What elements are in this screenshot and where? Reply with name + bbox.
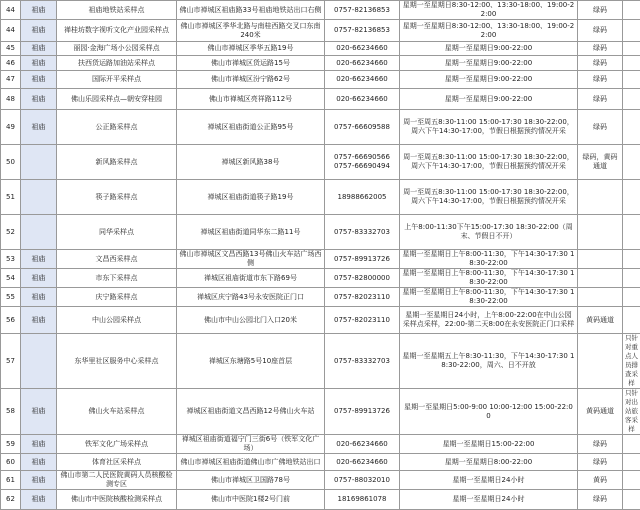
site-address: 禅城区祖庙街道福宁门三街6号（铁军文化广场） xyxy=(177,435,325,454)
health-code xyxy=(578,269,623,288)
table-row xyxy=(1,110,640,145)
site-hours: 星期一至星期五上午8:30-11:30，下午14:30-17:30 18:30-22:00，周六、日不开放 xyxy=(400,334,578,389)
row-number: 59 xyxy=(1,435,21,454)
health-code: 绿码 xyxy=(578,89,623,110)
site-phone: 020-66234660 xyxy=(325,42,400,56)
site-hours: 星期一至星期日上午8:00-11:30，下午14:30-17:30 18:30-22:00 xyxy=(400,269,578,288)
site-phone: 0757-88032010 xyxy=(325,471,400,490)
site-phone: 0757-82023110 xyxy=(325,288,400,307)
target-group xyxy=(623,288,640,307)
row-number: 60 xyxy=(1,454,21,471)
site-hours: 周一至周五8:30-11:00 15:00-17:30 18:30-22:00，周六下午14:30-17:00，节假日根据预约情况开采 xyxy=(400,110,578,145)
site-phone: 18988662005 xyxy=(325,180,400,215)
row-number: 45 xyxy=(1,42,21,56)
target-group xyxy=(623,145,640,180)
target-group xyxy=(623,435,640,454)
area-cell: 祖庙 xyxy=(21,307,57,334)
area-cell: 祖庙 xyxy=(21,56,57,71)
table-row xyxy=(1,389,640,435)
row-number: 52 xyxy=(1,215,21,250)
area-cell: 祖庙 xyxy=(21,389,57,435)
area-cell xyxy=(21,334,57,389)
site-hours: 星期一至星期日9:00-22:00 xyxy=(400,71,578,89)
row-number: 61 xyxy=(1,471,21,490)
row-number: 47 xyxy=(1,71,21,89)
table-row xyxy=(1,215,640,250)
table-row xyxy=(1,56,640,71)
site-address: 禅城区祖庙街道公正路95号 xyxy=(177,110,325,145)
target-group xyxy=(623,42,640,56)
site-address: 佛山市中医院1楼2号门前 xyxy=(177,490,325,510)
site-phone: 0757-89913726 xyxy=(325,389,400,435)
site-name: 筷子路采样点 xyxy=(57,180,177,215)
area-cell: 祖庙 xyxy=(21,20,57,42)
site-hours: 星期一至星期日9:00-22:00 xyxy=(400,42,578,56)
target-group xyxy=(623,20,640,42)
table-row xyxy=(1,490,640,510)
health-code: 绿码 xyxy=(578,110,623,145)
row-number: 51 xyxy=(1,180,21,215)
site-hours: 星期一至星期日24小时，上午8:00-22:00在中山公园采样点采样，22:00-第二天8:00在永安医院正门口采样 xyxy=(400,307,578,334)
target-group xyxy=(623,110,640,145)
area-cell: 祖庙 xyxy=(21,89,57,110)
site-name: 东华里社区服务中心采样点 xyxy=(57,334,177,389)
table-row xyxy=(1,288,640,307)
area-cell xyxy=(21,180,57,215)
site-address: 禅城区祖庙街道市东下路69号 xyxy=(177,269,325,288)
site-phone: 020-66234660 xyxy=(325,71,400,89)
health-code xyxy=(578,215,623,250)
area-cell: 祖庙 xyxy=(21,471,57,490)
site-name: 庆宁路采样点 xyxy=(57,288,177,307)
target-group xyxy=(623,215,640,250)
health-code: 绿码 xyxy=(578,435,623,454)
site-address: 佛山市禅城区货运路15号 xyxy=(177,56,325,71)
site-address: 禅城区祖庙街道文昌西路12号佛山火车站 xyxy=(177,389,325,435)
site-name: 公正路采样点 xyxy=(57,110,177,145)
site-name: 扶西货运路加油站采样点 xyxy=(57,56,177,71)
site-hours: 星期一至星期日15:00-22:00 xyxy=(400,435,578,454)
site-hours: 星期一至星期日5:00-9:00 10:00-12:00 15:00-22:00 xyxy=(400,389,578,435)
site-name: 市东下采样点 xyxy=(57,269,177,288)
target-group: 只针对出站旅客采样 xyxy=(623,389,640,435)
health-code xyxy=(578,180,623,215)
site-address: 佛山市禅城区祖庙街道佛山市广佛地铁站出口 xyxy=(177,454,325,471)
health-code: 绿码 xyxy=(578,56,623,71)
site-name: 佛山乐园采样点—朝安穿桂园 xyxy=(57,89,177,110)
row-number: 44 xyxy=(1,20,21,42)
site-name: 丽园·金海广场小公园采样点 xyxy=(57,42,177,56)
area-cell: 祖庙 xyxy=(21,269,57,288)
table-row xyxy=(1,42,640,56)
site-phone: 0757-66609588 xyxy=(325,110,400,145)
site-hours: 星期一至星期日8:30-12:00、13:30-18:00、19:00-22:00 xyxy=(400,1,578,20)
table-row xyxy=(1,145,640,180)
table-row xyxy=(1,435,640,454)
site-name: 禅桂坊数字视听文化产业园采样点 xyxy=(57,20,177,42)
site-hours: 星期一至星期日9:00-22:00 xyxy=(400,89,578,110)
site-hours: 周一至周五8:30-11:00 15:00-17:30 18:30-22:00，周六下午14:30-17:00，节假日根据预约情况开采 xyxy=(400,145,578,180)
site-name: 佛山火车站采样点 xyxy=(57,389,177,435)
row-number: 44 xyxy=(1,1,21,20)
site-phone: 0757-89913726 xyxy=(325,250,400,269)
site-address: 禅城区祖庙街道筷子路19号 xyxy=(177,180,325,215)
area-cell xyxy=(21,215,57,250)
site-phone: 020-66234660 xyxy=(325,89,400,110)
site-name: 同华采样点 xyxy=(57,215,177,250)
site-phone: 0757-82136853 xyxy=(325,20,400,42)
site-address: 佛山市禅城区文昌西路13号佛山火车站广场西侧 xyxy=(177,250,325,269)
row-number: 57 xyxy=(1,334,21,389)
table-row xyxy=(1,180,640,215)
site-name: 祖庙地铁站采样点 xyxy=(57,1,177,20)
row-number: 56 xyxy=(1,307,21,334)
target-group xyxy=(623,71,640,89)
site-address: 佛山市禅城区祖庙路33号祖庙地铁站出口右侧 xyxy=(177,1,325,20)
row-number: 48 xyxy=(1,89,21,110)
table-row xyxy=(1,307,640,334)
site-phone: 18169861078 xyxy=(325,490,400,510)
site-hours: 上午8:00-11:30下午15:00-17:30 18:30-22:00（周末、节假日不开） xyxy=(400,215,578,250)
health-code xyxy=(578,334,623,389)
site-hours: 星期一至星期日24小时 xyxy=(400,471,578,490)
site-phone: 0757-66690566 0757-66690494 xyxy=(325,145,400,180)
site-phone: 020-66234660 xyxy=(325,435,400,454)
site-address: 禅城区新风路38号 xyxy=(177,145,325,180)
site-hours: 周一至周五8:30-11:00 15:00-17:30 18:30-22:00，周六下午14:30-17:00，节假日根据预约情况开采 xyxy=(400,180,578,215)
row-number: 55 xyxy=(1,288,21,307)
target-group: 只针对重点人员排查采样 xyxy=(623,334,640,389)
site-name: 新风路采样点 xyxy=(57,145,177,180)
site-name: 中山公园采样点 xyxy=(57,307,177,334)
health-code: 绿码，黄码通道 xyxy=(578,145,623,180)
target-group xyxy=(623,471,640,490)
site-name: 铁军文化广场采样点 xyxy=(57,435,177,454)
row-number: 62 xyxy=(1,490,21,510)
site-phone: 0757-83332703 xyxy=(325,334,400,389)
site-address: 佛山市禅城区汾宁路62号 xyxy=(177,71,325,89)
row-number: 50 xyxy=(1,145,21,180)
health-code: 绿码 xyxy=(578,20,623,42)
health-code xyxy=(578,288,623,307)
site-hours: 星期一至星期日9:00-22:00 xyxy=(400,56,578,71)
target-group xyxy=(623,454,640,471)
row-number: 53 xyxy=(1,250,21,269)
site-address: 佛山市中山公园北门入口20米 xyxy=(177,307,325,334)
target-group xyxy=(623,490,640,510)
health-code: 绿码 xyxy=(578,71,623,89)
site-hours: 星期一至星期日上午8:00-11:30，下午14:30-17:30 18:30-22:00 xyxy=(400,250,578,269)
health-code: 绿码 xyxy=(578,454,623,471)
site-address: 佛山市禅城区卫国路78号 xyxy=(177,471,325,490)
health-code: 黄码 xyxy=(578,471,623,490)
site-name: 国际开平采样点 xyxy=(57,71,177,89)
target-group xyxy=(623,180,640,215)
area-cell: 祖庙 xyxy=(21,454,57,471)
target-group xyxy=(623,1,640,20)
table-row xyxy=(1,269,640,288)
table-row xyxy=(1,20,640,42)
site-hours: 星期一至星期日上午8:00-11:30，下午14:30-17:30 18:30-22:00 xyxy=(400,288,578,307)
site-name: 文昌西采样点 xyxy=(57,250,177,269)
site-hours: 星期一至星期日8:30-12:00、13:30-18:00、19:00-22:00 xyxy=(400,20,578,42)
target-group xyxy=(623,269,640,288)
table-row xyxy=(1,250,640,269)
table-row xyxy=(1,89,640,110)
site-phone: 0757-82800000 xyxy=(325,269,400,288)
health-code xyxy=(578,250,623,269)
site-address: 禅城区东塘路5号10座首层 xyxy=(177,334,325,389)
site-phone: 0757-82023110 xyxy=(325,307,400,334)
area-cell: 祖庙 xyxy=(21,490,57,510)
area-cell: 祖庙 xyxy=(21,288,57,307)
health-code: 绿码 xyxy=(578,42,623,56)
area-cell xyxy=(21,145,57,180)
site-address: 佛山市禅城区季华北路与南桂西路交叉口东南240米 xyxy=(177,20,325,42)
site-phone: 020-66234660 xyxy=(325,56,400,71)
site-hours: 星期一至星期日8:00-22:00 xyxy=(400,454,578,471)
health-code: 绿码 xyxy=(578,490,623,510)
target-group xyxy=(623,89,640,110)
area-cell: 祖庙 xyxy=(21,250,57,269)
site-phone: 0757-82136853 xyxy=(325,1,400,20)
site-address: 禅城区庆宁路43号永安医院正门口 xyxy=(177,288,325,307)
table-row xyxy=(1,471,640,490)
row-number: 49 xyxy=(1,110,21,145)
site-phone: 020-66234660 xyxy=(325,454,400,471)
site-name: 体育社区采样点 xyxy=(57,454,177,471)
area-cell: 祖庙 xyxy=(21,110,57,145)
site-name: 佛山市中医院核酸检测采样点 xyxy=(57,490,177,510)
area-cell: 祖庙 xyxy=(21,435,57,454)
site-address: 佛山市禅城区季华五路19号 xyxy=(177,42,325,56)
table-row xyxy=(1,1,640,20)
row-number: 58 xyxy=(1,389,21,435)
table-row xyxy=(1,71,640,89)
health-code: 黄码通道 xyxy=(578,307,623,334)
site-phone: 0757-83332703 xyxy=(325,215,400,250)
site-hours: 星期一至星期日24小时 xyxy=(400,490,578,510)
table-body xyxy=(1,1,640,510)
area-cell: 祖庙 xyxy=(21,1,57,20)
area-cell: 祖庙 xyxy=(21,71,57,89)
health-code: 黄码通道 xyxy=(578,389,623,435)
site-address: 佛山市禅城区亮祥路112号 xyxy=(177,89,325,110)
site-address: 禅城区祖庙街道同华东二路11号 xyxy=(177,215,325,250)
table-row xyxy=(1,454,640,471)
row-number: 54 xyxy=(1,269,21,288)
row-number: 46 xyxy=(1,56,21,71)
target-group xyxy=(623,56,640,71)
health-code: 绿码 xyxy=(578,1,623,20)
table-row xyxy=(1,334,640,389)
target-group xyxy=(623,250,640,269)
area-cell: 祖庙 xyxy=(21,42,57,56)
target-group xyxy=(623,307,640,334)
site-name: 佛山市第二人民医院黄码人员核酸检测专区 xyxy=(57,471,177,490)
